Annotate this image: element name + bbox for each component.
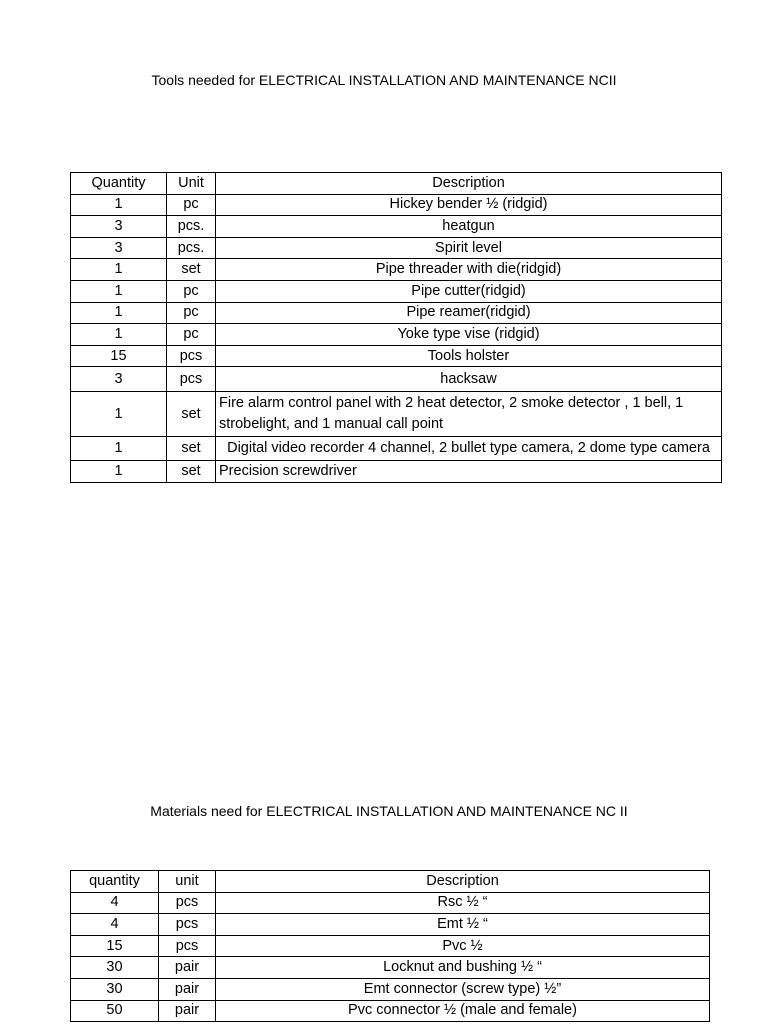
description-cell: Rsc ½ “ bbox=[216, 892, 710, 914]
table-row bbox=[71, 194, 722, 216]
description-cell: Pvc connector ½ (male and female) bbox=[216, 1000, 710, 1022]
quantity-cell: 1 bbox=[71, 461, 167, 483]
table-row bbox=[71, 237, 722, 259]
table-row bbox=[71, 367, 722, 392]
table-row bbox=[71, 914, 710, 936]
unit-cell: pair bbox=[159, 978, 216, 1000]
description-cell: Pipe reamer(ridgid) bbox=[216, 302, 722, 324]
quantity-cell: 1 bbox=[71, 437, 167, 461]
unit-cell: pcs bbox=[159, 892, 216, 914]
description-cell: Digital video recorder 4 channel, 2 bullet type camera, 2 dome type camera bbox=[216, 437, 722, 461]
table-row bbox=[71, 324, 722, 346]
description-cell: Pipe threader with die(ridgid) bbox=[216, 259, 722, 281]
description-cell: Pvc ½ bbox=[216, 935, 710, 957]
unit-cell: pcs bbox=[159, 935, 216, 957]
table-row bbox=[71, 259, 722, 281]
table-row bbox=[71, 935, 710, 957]
quantity-cell: 30 bbox=[71, 978, 159, 1000]
quantity-cell: 3 bbox=[71, 237, 167, 259]
materials-table bbox=[70, 870, 710, 1022]
unit-cell: pcs bbox=[167, 367, 216, 392]
unit-cell: pcs. bbox=[167, 237, 216, 259]
quantity-cell: 1 bbox=[71, 280, 167, 302]
description-header: Description bbox=[216, 871, 710, 893]
quantity-cell: 3 bbox=[71, 367, 167, 392]
quantity-cell: 1 bbox=[71, 194, 167, 216]
quantity-cell: 1 bbox=[71, 259, 167, 281]
table-row bbox=[71, 345, 722, 367]
quantity-cell: 4 bbox=[71, 914, 159, 936]
quantity-cell: 1 bbox=[71, 324, 167, 346]
quantity-cell: 1 bbox=[71, 302, 167, 324]
quantity-cell: 50 bbox=[71, 1000, 159, 1022]
description-cell: Fire alarm control panel with 2 heat detector, 2 smoke detector , 1 bell, 1 strobelight, and 1 manual call point bbox=[216, 392, 722, 437]
quantity-header: quantity bbox=[71, 871, 159, 893]
unit-cell: pcs bbox=[167, 345, 216, 367]
description-cell: Tools holster bbox=[216, 345, 722, 367]
description-cell: Pipe cutter(ridgid) bbox=[216, 280, 722, 302]
description-header: Description bbox=[216, 173, 722, 195]
unit-cell: set bbox=[167, 392, 216, 437]
quantity-cell: 15 bbox=[71, 935, 159, 957]
unit-cell: set bbox=[167, 461, 216, 483]
description-cell: Spirit level bbox=[216, 237, 722, 259]
quantity-cell: 1 bbox=[71, 392, 167, 437]
unit-cell: pair bbox=[159, 1000, 216, 1022]
quantity-header: Quantity bbox=[71, 173, 167, 195]
table-row bbox=[71, 302, 722, 324]
unit-header: Unit bbox=[167, 173, 216, 195]
unit-cell: pcs bbox=[159, 914, 216, 936]
table-header-row bbox=[71, 173, 722, 195]
unit-cell: pc bbox=[167, 280, 216, 302]
unit-cell: pair bbox=[159, 957, 216, 979]
description-cell: Hickey bender ½ (ridgid) bbox=[216, 194, 722, 216]
table-row bbox=[71, 892, 710, 914]
tools-title: Tools needed for ELECTRICAL INSTALLATION AND MAINTENANCE NCII bbox=[151, 72, 617, 88]
table-row bbox=[71, 280, 722, 302]
table-row bbox=[71, 392, 722, 437]
materials-title: Materials need for ELECTRICAL INSTALLATION AND MAINTENANCE NC II bbox=[150, 803, 628, 819]
description-cell: Yoke type vise (ridgid) bbox=[216, 324, 722, 346]
table-row bbox=[71, 437, 722, 461]
unit-header: unit bbox=[159, 871, 216, 893]
unit-cell: pc bbox=[167, 194, 216, 216]
unit-cell: set bbox=[167, 259, 216, 281]
description-cell: Emt connector (screw type) ½” bbox=[216, 978, 710, 1000]
unit-cell: pc bbox=[167, 324, 216, 346]
quantity-cell: 3 bbox=[71, 216, 167, 238]
unit-cell: pcs. bbox=[167, 216, 216, 238]
quantity-cell: 30 bbox=[71, 957, 159, 979]
table-header-row bbox=[71, 871, 710, 893]
table-row bbox=[71, 1000, 710, 1022]
quantity-cell: 4 bbox=[71, 892, 159, 914]
description-cell: Emt ½ “ bbox=[216, 914, 710, 936]
unit-cell: pc bbox=[167, 302, 216, 324]
description-cell: heatgun bbox=[216, 216, 722, 238]
description-cell: hacksaw bbox=[216, 367, 722, 392]
description-cell: Precision screwdriver bbox=[216, 461, 722, 483]
unit-cell: set bbox=[167, 437, 216, 461]
description-cell: Locknut and bushing ½ “ bbox=[216, 957, 710, 979]
quantity-cell: 15 bbox=[71, 345, 167, 367]
table-row bbox=[71, 216, 722, 238]
table-row bbox=[71, 957, 710, 979]
tools-table bbox=[70, 172, 722, 483]
table-row bbox=[71, 978, 710, 1000]
table-row bbox=[71, 461, 722, 483]
